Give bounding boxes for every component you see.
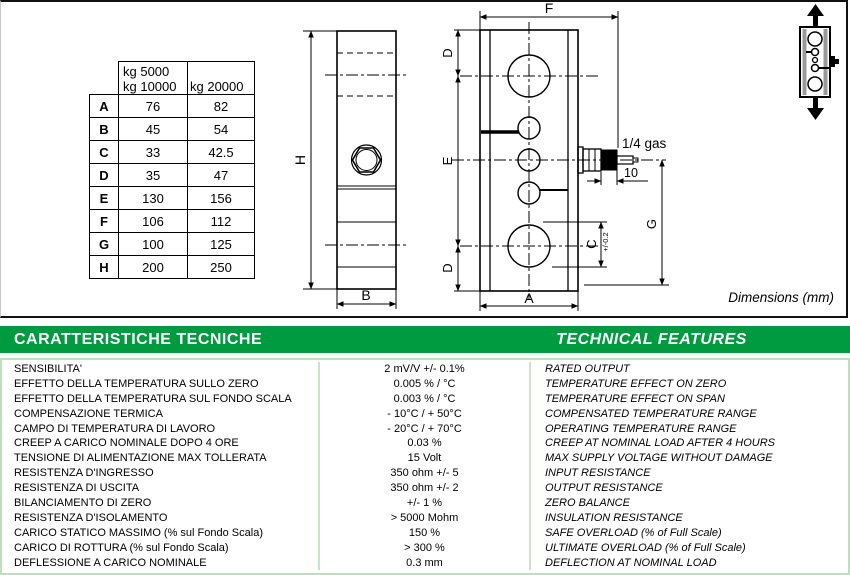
spec-row: [2, 422, 848, 437]
dim-label-f: F: [544, 0, 554, 16]
spec-label-en: RATED OUTPUT: [545, 363, 630, 375]
spec-label-en: DEFLECTION AT NOMINAL LOAD: [545, 556, 717, 569]
spec-label-en: CREEP AT NOMINAL LOAD AFTER 4 HOURS: [545, 437, 776, 450]
dim-value-2: 250: [188, 256, 255, 279]
dim-value-1: 106: [119, 210, 188, 233]
spec-value: 0.005 % / °C: [320, 377, 531, 392]
dim-value-1: 45: [119, 118, 188, 141]
dim-row-label: H: [90, 256, 119, 279]
arrow-up-icon: [807, 4, 824, 27]
spec-label-it: CREEP A CARICO NOMINALE DOPO 4 ORE: [2, 436, 320, 451]
spec-label-en: OPERATING TEMPERATURE RANGE: [545, 422, 737, 435]
spec-label-it: EFFETTO DELLA TEMPERATURA SULLO ZERO: [2, 377, 320, 392]
dim-label-10: 10: [624, 166, 638, 180]
dim-label-g: G: [644, 218, 659, 230]
dim-value-2: 47: [188, 164, 255, 187]
dim-label-d-top: D: [440, 48, 455, 58]
spec-row: [2, 362, 848, 377]
spec-row: [2, 392, 848, 407]
dim-row-label: G: [90, 233, 119, 256]
dim-row-label: D: [90, 164, 119, 187]
dim-label-d-bottom: D: [440, 263, 455, 273]
spec-value: 150 %: [320, 526, 531, 541]
spec-label-en: INSULATION RESISTANCE: [545, 511, 683, 524]
spec-value: 350 ohm +/- 5: [320, 466, 531, 481]
dim-value-2: 112: [188, 210, 255, 233]
spec-row: [2, 436, 848, 451]
spec-label-it: SENSIBILITA': [2, 362, 320, 377]
spec-label-it: COMPENSAZIONE TERMICA: [2, 407, 320, 422]
spec-label-it: RESISTENZA DI USCITA: [2, 481, 320, 496]
spec-value: > 5000 Mohm: [320, 511, 531, 526]
mini-connector-icon: [830, 56, 839, 67]
spec-label-it: CARICO DI ROTTURA (% sul Fondo Scala): [2, 541, 320, 556]
dim-row-label: A: [90, 95, 119, 118]
dim-label-c: C: [584, 239, 599, 249]
spec-label-it: BILANCIAMENTO DI ZERO: [2, 496, 320, 511]
dim-value-1: 33: [119, 141, 188, 164]
spec-row: [2, 377, 848, 392]
spec-value: 350 ohm +/- 2: [320, 481, 531, 496]
dim-value-1: 200: [119, 256, 188, 279]
dim-row-label: E: [90, 187, 119, 210]
spec-label-it: DEFLESSIONE A CARICO NOMINALE: [2, 556, 320, 571]
dim-value-2: 125: [188, 233, 255, 256]
spec-value: - 20°C / + 70°C: [320, 422, 531, 437]
spec-row: [2, 481, 848, 496]
spec-value: +/- 1 %: [320, 496, 531, 511]
spec-label-en: INPUT RESISTANCE: [545, 467, 651, 480]
arrow-down-icon: [807, 97, 824, 120]
dim-label-h: H: [292, 154, 308, 166]
spec-label-en: SAFE OVERLOAD (% of Full Scale): [545, 526, 722, 539]
dim-label-b: B: [361, 287, 371, 303]
spec-row: [2, 496, 848, 511]
spec-value: 0.3 mm: [320, 556, 531, 571]
spec-label-it: TENSIONE DI ALIMENTAZIONE MAX TOLLERATA: [2, 451, 320, 466]
spec-label-it: CAMPO DI TEMPERATURA DI LAVORO: [2, 422, 320, 437]
it-section-title: CARATTERISTICHE TECNICHE: [14, 330, 263, 348]
spec-value: 15 Volt: [320, 451, 531, 466]
spec-value: - 10°C / + 50°C: [320, 407, 531, 422]
spec-label-en: MAX SUPPLY VOLTAGE WITHOUT DAMAGE: [545, 452, 773, 465]
section-header-bar: [0, 326, 850, 353]
spec-label-en: TEMPERATURE EFFECT ON SPAN: [545, 392, 725, 405]
spec-value: 0.03 %: [320, 436, 531, 451]
spec-row: [2, 466, 848, 481]
spec-row: [2, 541, 848, 556]
spec-row: [2, 556, 848, 571]
spec-value: 2 mV/V +/- 0.1%: [320, 362, 531, 377]
dim-value-1: 100: [119, 233, 188, 256]
spec-row: [2, 451, 848, 466]
dim-value-2: 42.5: [188, 141, 255, 164]
dim-value-1: 130: [119, 187, 188, 210]
spec-label-en: TEMPERATURE EFFECT ON ZERO: [545, 377, 727, 390]
spec-value: 0.003 % / °C: [320, 392, 531, 407]
spec-label-en: COMPENSATED TEMPERATURE RANGE: [545, 407, 757, 420]
dim-value-1: 76: [119, 95, 188, 118]
spec-label-it: RESISTENZA D'INGRESSO: [2, 466, 320, 481]
spec-row: [2, 407, 848, 422]
dim-value-1: 35: [119, 164, 188, 187]
spec-label-en: OUTPUT RESISTANCE: [545, 482, 663, 495]
capacity-line-1: kg 5000: [123, 64, 170, 79]
dim-row-label: C: [90, 141, 119, 164]
spec-value: > 300 %: [320, 541, 531, 556]
spec-label-it: RESISTENZA D'ISOLAMENTO: [2, 511, 320, 526]
spec-label-it: CARICO STATICO MASSIMO (% sul Fondo Scala): [2, 526, 320, 541]
spec-label-en: ULTIMATE OVERLOAD (% of Full Scale): [545, 541, 746, 554]
front-view-drawing: [452, 11, 669, 311]
hex-nut-icon: [352, 145, 382, 175]
dim-label-tolerance: +/-0.2: [601, 232, 610, 252]
dim-label-a: A: [524, 290, 534, 306]
dim-label-gas-thread: 1/4 gas: [622, 136, 667, 151]
dim-value-2: 82: [188, 95, 255, 118]
load-direction-icon: [800, 4, 839, 120]
spec-row: [2, 511, 848, 526]
spec-row: [2, 526, 848, 541]
dimensions-note: Dimensions (mm): [728, 290, 834, 305]
dim-row-label: F: [90, 210, 119, 233]
spec-label-it: EFFETTO DELLA TEMPERATURA SUL FONDO SCALA: [2, 392, 320, 407]
dim-value-2: 156: [188, 187, 255, 210]
spec-label-en: ZERO BALANCE: [545, 497, 630, 510]
capacity-line-3: kg 20000: [190, 79, 244, 94]
en-section-title: TECHNICAL FEATURES: [556, 330, 747, 348]
side-view-drawing: [303, 31, 408, 309]
spec-table: [0, 358, 850, 575]
capacity-line-2: kg 10000: [123, 79, 177, 94]
dim-row-label: B: [90, 118, 119, 141]
dim-value-2: 54: [188, 118, 255, 141]
dim-label-e: E: [440, 156, 455, 166]
